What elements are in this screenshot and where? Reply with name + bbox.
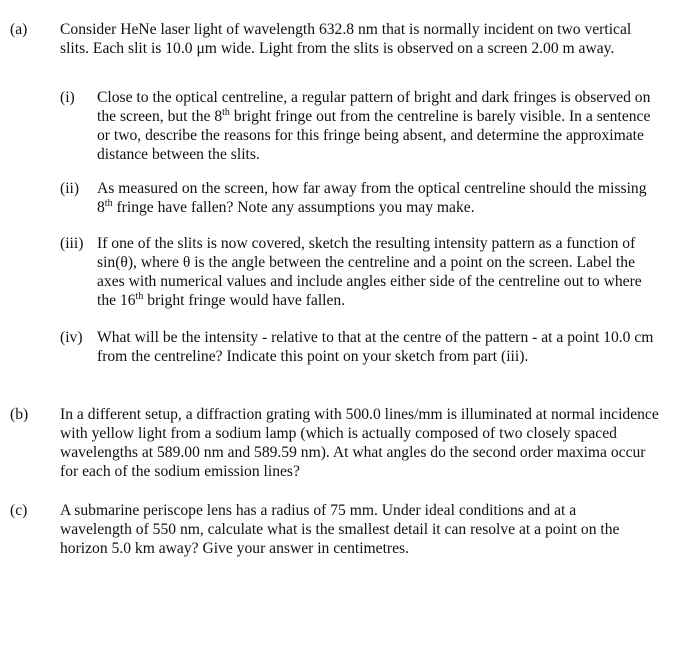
part-ii-label: (ii) xyxy=(60,180,80,197)
question-c-text: A submarine periscope lens has a radius of 75 mm. Under ideal conditions and at a wavelength of 550 nm, calculate what is the smallest detail it can resolve at a point on the horizon 5.0 km away? Give your answer in centimetres. xyxy=(60,502,620,557)
part-i-text-1: Close to the optical centreline, a regular pattern of bright and dark fringes is observed on the screen, but the 8 xyxy=(97,89,651,125)
part-ii-text-2: fringe have fallen? Note any assumptions you may make. xyxy=(112,199,475,216)
part-iii-label: (iii) xyxy=(60,235,84,252)
question-c-label: (c) xyxy=(10,502,28,519)
part-iii-text-1: If one of the slits is now covered, sketch the resulting intensity pattern as a function of sin(θ), where θ is the angle between the centreline and a point on the screen. Label the axes with numerical values and include angles either side of the centreline out to where the 16 xyxy=(97,235,642,309)
part-i-label: (i) xyxy=(60,89,75,106)
question-b-label: (b) xyxy=(10,406,29,423)
part-ii-text xyxy=(97,179,657,217)
part-i-text xyxy=(97,88,657,164)
part-iii-text xyxy=(97,234,657,310)
part-iv-text: What will be the intensity - relative to that at the centre of the pattern - at a point 10.0 cm from the centreline? Indicate this point on your sketch from part (iii). xyxy=(97,329,654,365)
part-iv-label: (iv) xyxy=(60,329,83,346)
part-ii-sup: th xyxy=(104,198,113,209)
question-b-text: In a different setup, a diffraction grating with 500.0 lines/mm is illuminated at normal incidence with yellow light from a sodium lamp (which is actually composed of two closely spaced wavelengths at 589.00 nm and 589.59 nm). At what angles do the second order maxima occur for each of the sodium emission lines? xyxy=(60,406,659,480)
part-i-text-2: bright fringe out from the centreline is barely visible. In a sentence or two, describe the reasons for this fringe being absent, and determine the approximate distance between the slits. xyxy=(97,108,651,163)
part-iii-sup: th xyxy=(135,291,144,302)
part-i-sup: th xyxy=(222,107,230,118)
part-iii-text-2: bright fringe would have fallen. xyxy=(143,292,346,309)
part-ii-text-1: As measured on the screen, how far away from the optical centreline should the missing 8 xyxy=(97,180,647,216)
question-a-label: (a) xyxy=(10,21,28,38)
question-a-intro: Consider HeNe laser light of wavelength 632.8 nm that is normally incident on two vertical slits. Each slit is 10.0 μm wide. Light from the slits is observed on a screen 2.00 m away. xyxy=(60,21,632,57)
